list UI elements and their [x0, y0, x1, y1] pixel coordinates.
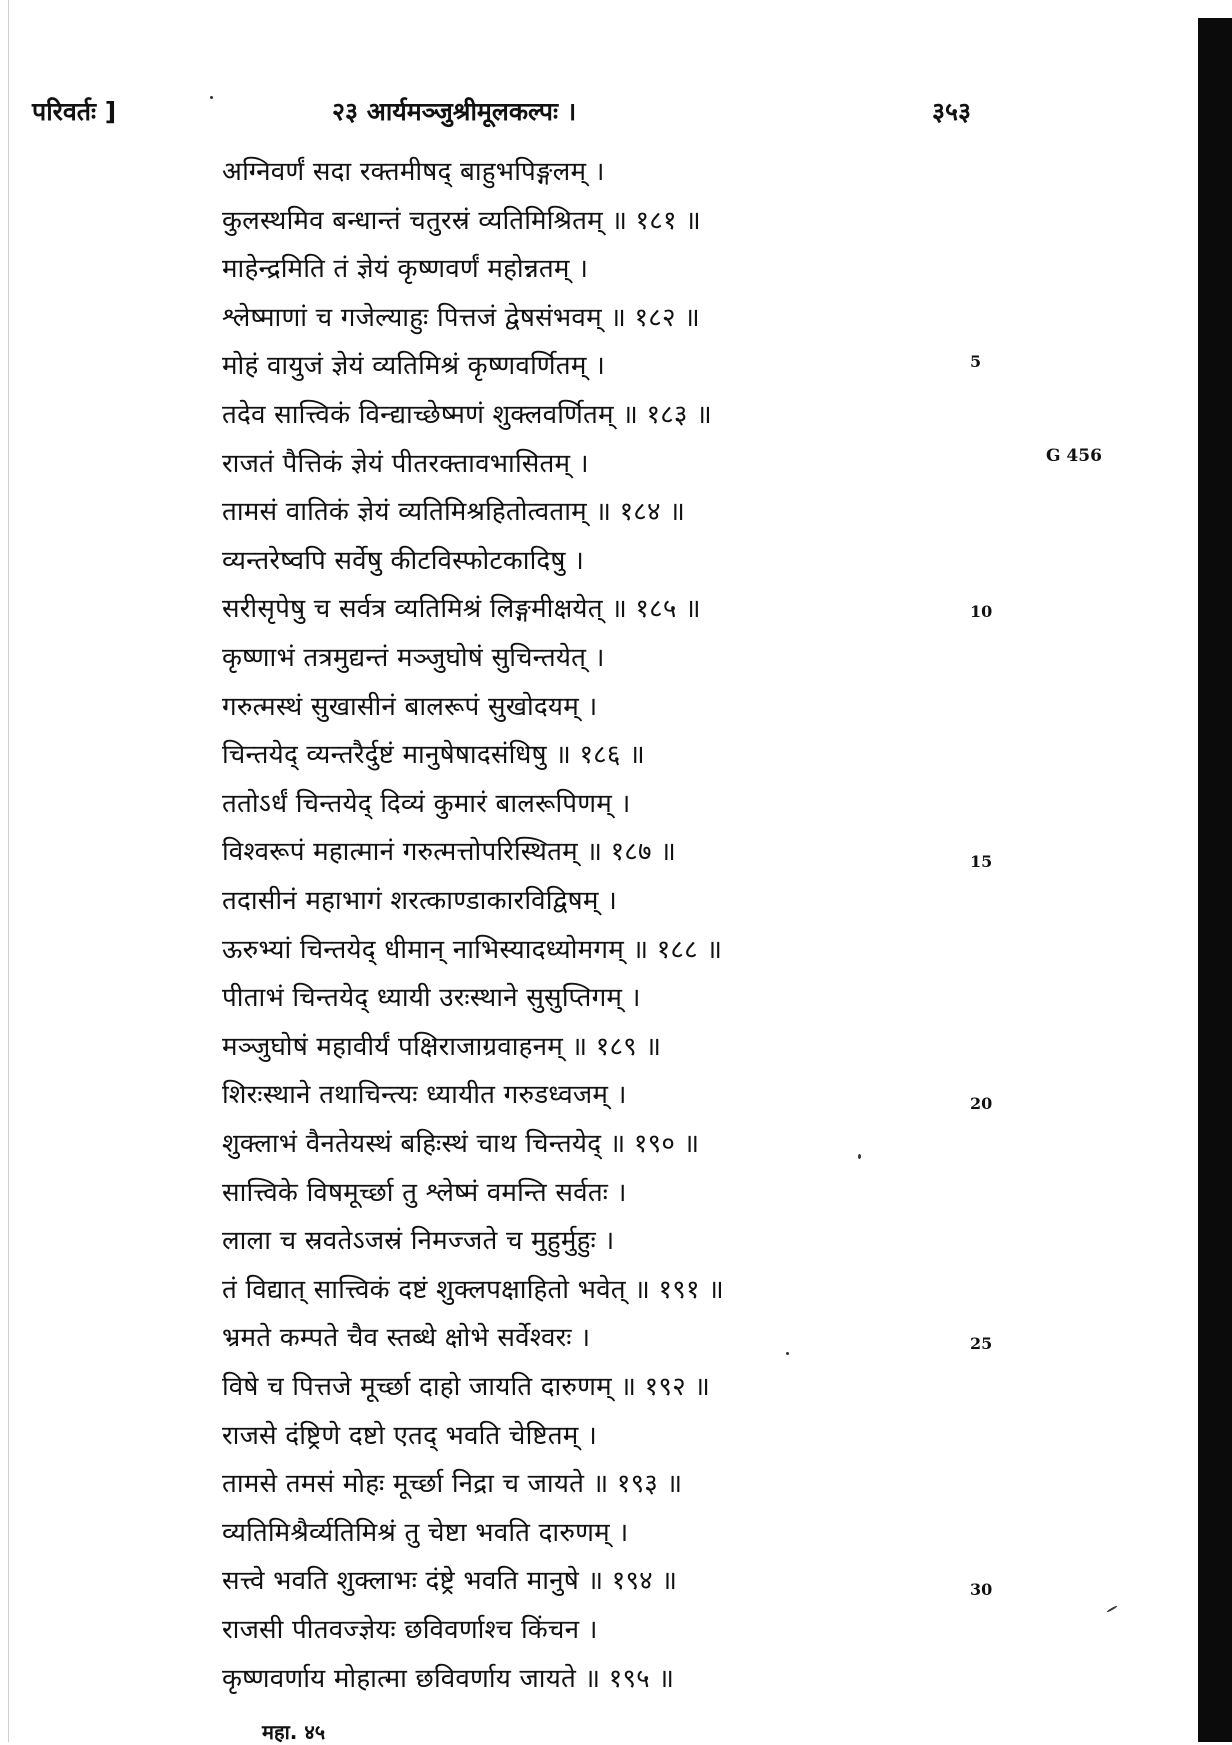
header-running-title: २३ आर्यमञ्जुश्रीमूलकल्पः । — [332, 97, 577, 126]
verse-line: कृष्णवर्णाय मोहात्मा छविवर्णाय जायते ॥ १९५ ॥ — [222, 1664, 675, 1694]
line-number: 20 — [970, 1094, 993, 1113]
verse-line: राजतं पैत्तिकं ज्ञेयं पीतरक्तावभासितम् । — [222, 449, 589, 479]
verse-line: व्यन्तरेष्वपि सर्वेषु कीटविस्फोटकादिषु । — [222, 546, 585, 576]
header-chapter-marker: परिवर्तः ] — [32, 97, 117, 126]
verse-line: मञ्जुघोषं महावीर्यं पक्षिराजाग्रवाहनम् ॥ १८९ ॥ — [222, 1032, 662, 1062]
verse-line: श्लेष्माणां च गजेल्याहुः पित्तजं द्वेषसंभवम् ॥ १८२ ॥ — [222, 303, 700, 333]
line-number: 25 — [970, 1334, 993, 1353]
line-number: 30 — [970, 1580, 993, 1599]
verse-line: शुक्लाभं वैनतेयस्थं बहिःस्थं चाथ चिन्तयेद् ॥ १९० ॥ — [222, 1129, 700, 1159]
verse-line: कुलस्थमिव बन्धान्तं चतुरस्रं व्यतिमिश्रितम् ॥ १८१ ॥ — [222, 206, 701, 236]
verse-line: माहेन्द्रमिति तं ज्ञेयं कृष्णवर्णं महोन्नतम् । — [222, 254, 589, 284]
verse-line: सरीसृपेषु च सर्वत्र व्यतिमिश्रं लिङ्गमीक्षयेत् ॥ १८५ ॥ — [222, 594, 701, 624]
verse-line: ततोऽर्धं चिन्तयेद् दिव्यं कुमारं बालरूपिणम् । — [222, 789, 631, 819]
verse-line: तदेव सात्त्विकं विन्द्याच्छेष्मणं शुक्लवर्णितम् ॥ १८३ ॥ — [222, 400, 712, 430]
scan-speck — [210, 96, 213, 99]
verse-line: राजसे दंष्ट्रिणे दष्टो एतद् भवति चेष्टितम् । — [222, 1421, 598, 1451]
verse-line: ऊरुभ्यां चिन्तयेद् धीमान् नाभिस्यादध्योमगम् ॥ १८८ ॥ — [222, 935, 723, 965]
verse-line: विश्वरूपं महात्मानं गरुत्मत्तोपरिस्थितम् ॥ १८७ ॥ — [222, 837, 676, 867]
scan-edge-shadow — [1198, 18, 1232, 1742]
verse-line: पीताभं चिन्तयेद् ध्यायी उरःस्थाने सुसुप्तिगम् । — [222, 983, 641, 1013]
verse-line: भ्रमते कम्पते चैव स्तब्धे क्षोभे सर्वेश्वरः । — [222, 1323, 591, 1353]
verse-line: तामसं वातिकं ज्ञेयं व्यतिमिश्रहितोत्वताम् ॥ १८४ ॥ — [222, 497, 685, 527]
verse-line: अग्निवर्णं सदा रक्तमीषद् बाहुभपिङ्गलम् । — [222, 157, 605, 187]
page-number: ३५३ — [932, 97, 972, 126]
verse-line: राजसी पीतवज्ज्ञेयः छविवर्णाश्च किंचन । — [222, 1615, 598, 1645]
verse-line: कृष्णाभं तत्रमुद्यन्तं मञ्जुघोषं सुचिन्तयेत् । — [222, 643, 605, 673]
verse-line: चिन्तयेद् व्यन्तरैर्दुष्टं मानुषेषादसंधिषु ॥ १८६ ॥ — [222, 740, 645, 770]
verse-line: सत्त्वे भवति शुक्लाभः दंष्ट्रे भवति मानुषे ॥ १९४ ॥ — [222, 1566, 678, 1596]
scan-speck — [786, 1352, 789, 1355]
line-number: 10 — [970, 602, 993, 621]
verse-line: तदासीनं महाभागं शरत्काण्डाकारविद्विषम् । — [222, 886, 618, 916]
line-number: 5 — [970, 352, 982, 371]
verse-line: व्यतिमिश्रैर्व्यतिमिश्रं तु चेष्टा भवति दारुणम् । — [222, 1518, 629, 1548]
verse-line: तं विद्यात् सात्त्विकं दष्टं शुक्लपक्षाहितो भवेत् ॥ १९१ ॥ — [222, 1275, 724, 1305]
verse-line: विषे च पित्तजे मूर्च्छा दाहो जायति दारुणम् ॥ १९२ ॥ — [222, 1372, 711, 1402]
verse-line: तामसे तमसं मोहः मूर्च्छा निद्रा च जायते ॥ १९३ ॥ — [222, 1469, 683, 1499]
verse-line: लाला च स्रवतेऽजस्रं निमज्जते च मुहुर्मुहुः । — [222, 1226, 615, 1256]
page-edge-line — [8, 0, 9, 1742]
footer-signature: महा. ४५ — [262, 1720, 326, 1744]
verse-line: शिरःस्थाने तथाचिन्त्यः ध्यायीत गरुडध्वजम् । — [222, 1080, 627, 1110]
line-number: 15 — [970, 852, 993, 871]
verse-line: सात्त्विके विषमूर्च्छा तु श्लेष्मं वमन्ति सर्वतः । — [222, 1178, 627, 1208]
scan-speck — [858, 1154, 861, 1159]
verse-line: गरुत्मस्थं सुखासीनं बालरूपं सुखोदयम् । — [222, 692, 598, 722]
margin-reference: G 456 — [1046, 446, 1102, 466]
verse-line: मोहं वायुजं ज्ञेयं व्यतिमिश्रं कृष्णवर्णितम् । — [222, 351, 606, 381]
scan-speck — [1106, 1605, 1117, 1613]
